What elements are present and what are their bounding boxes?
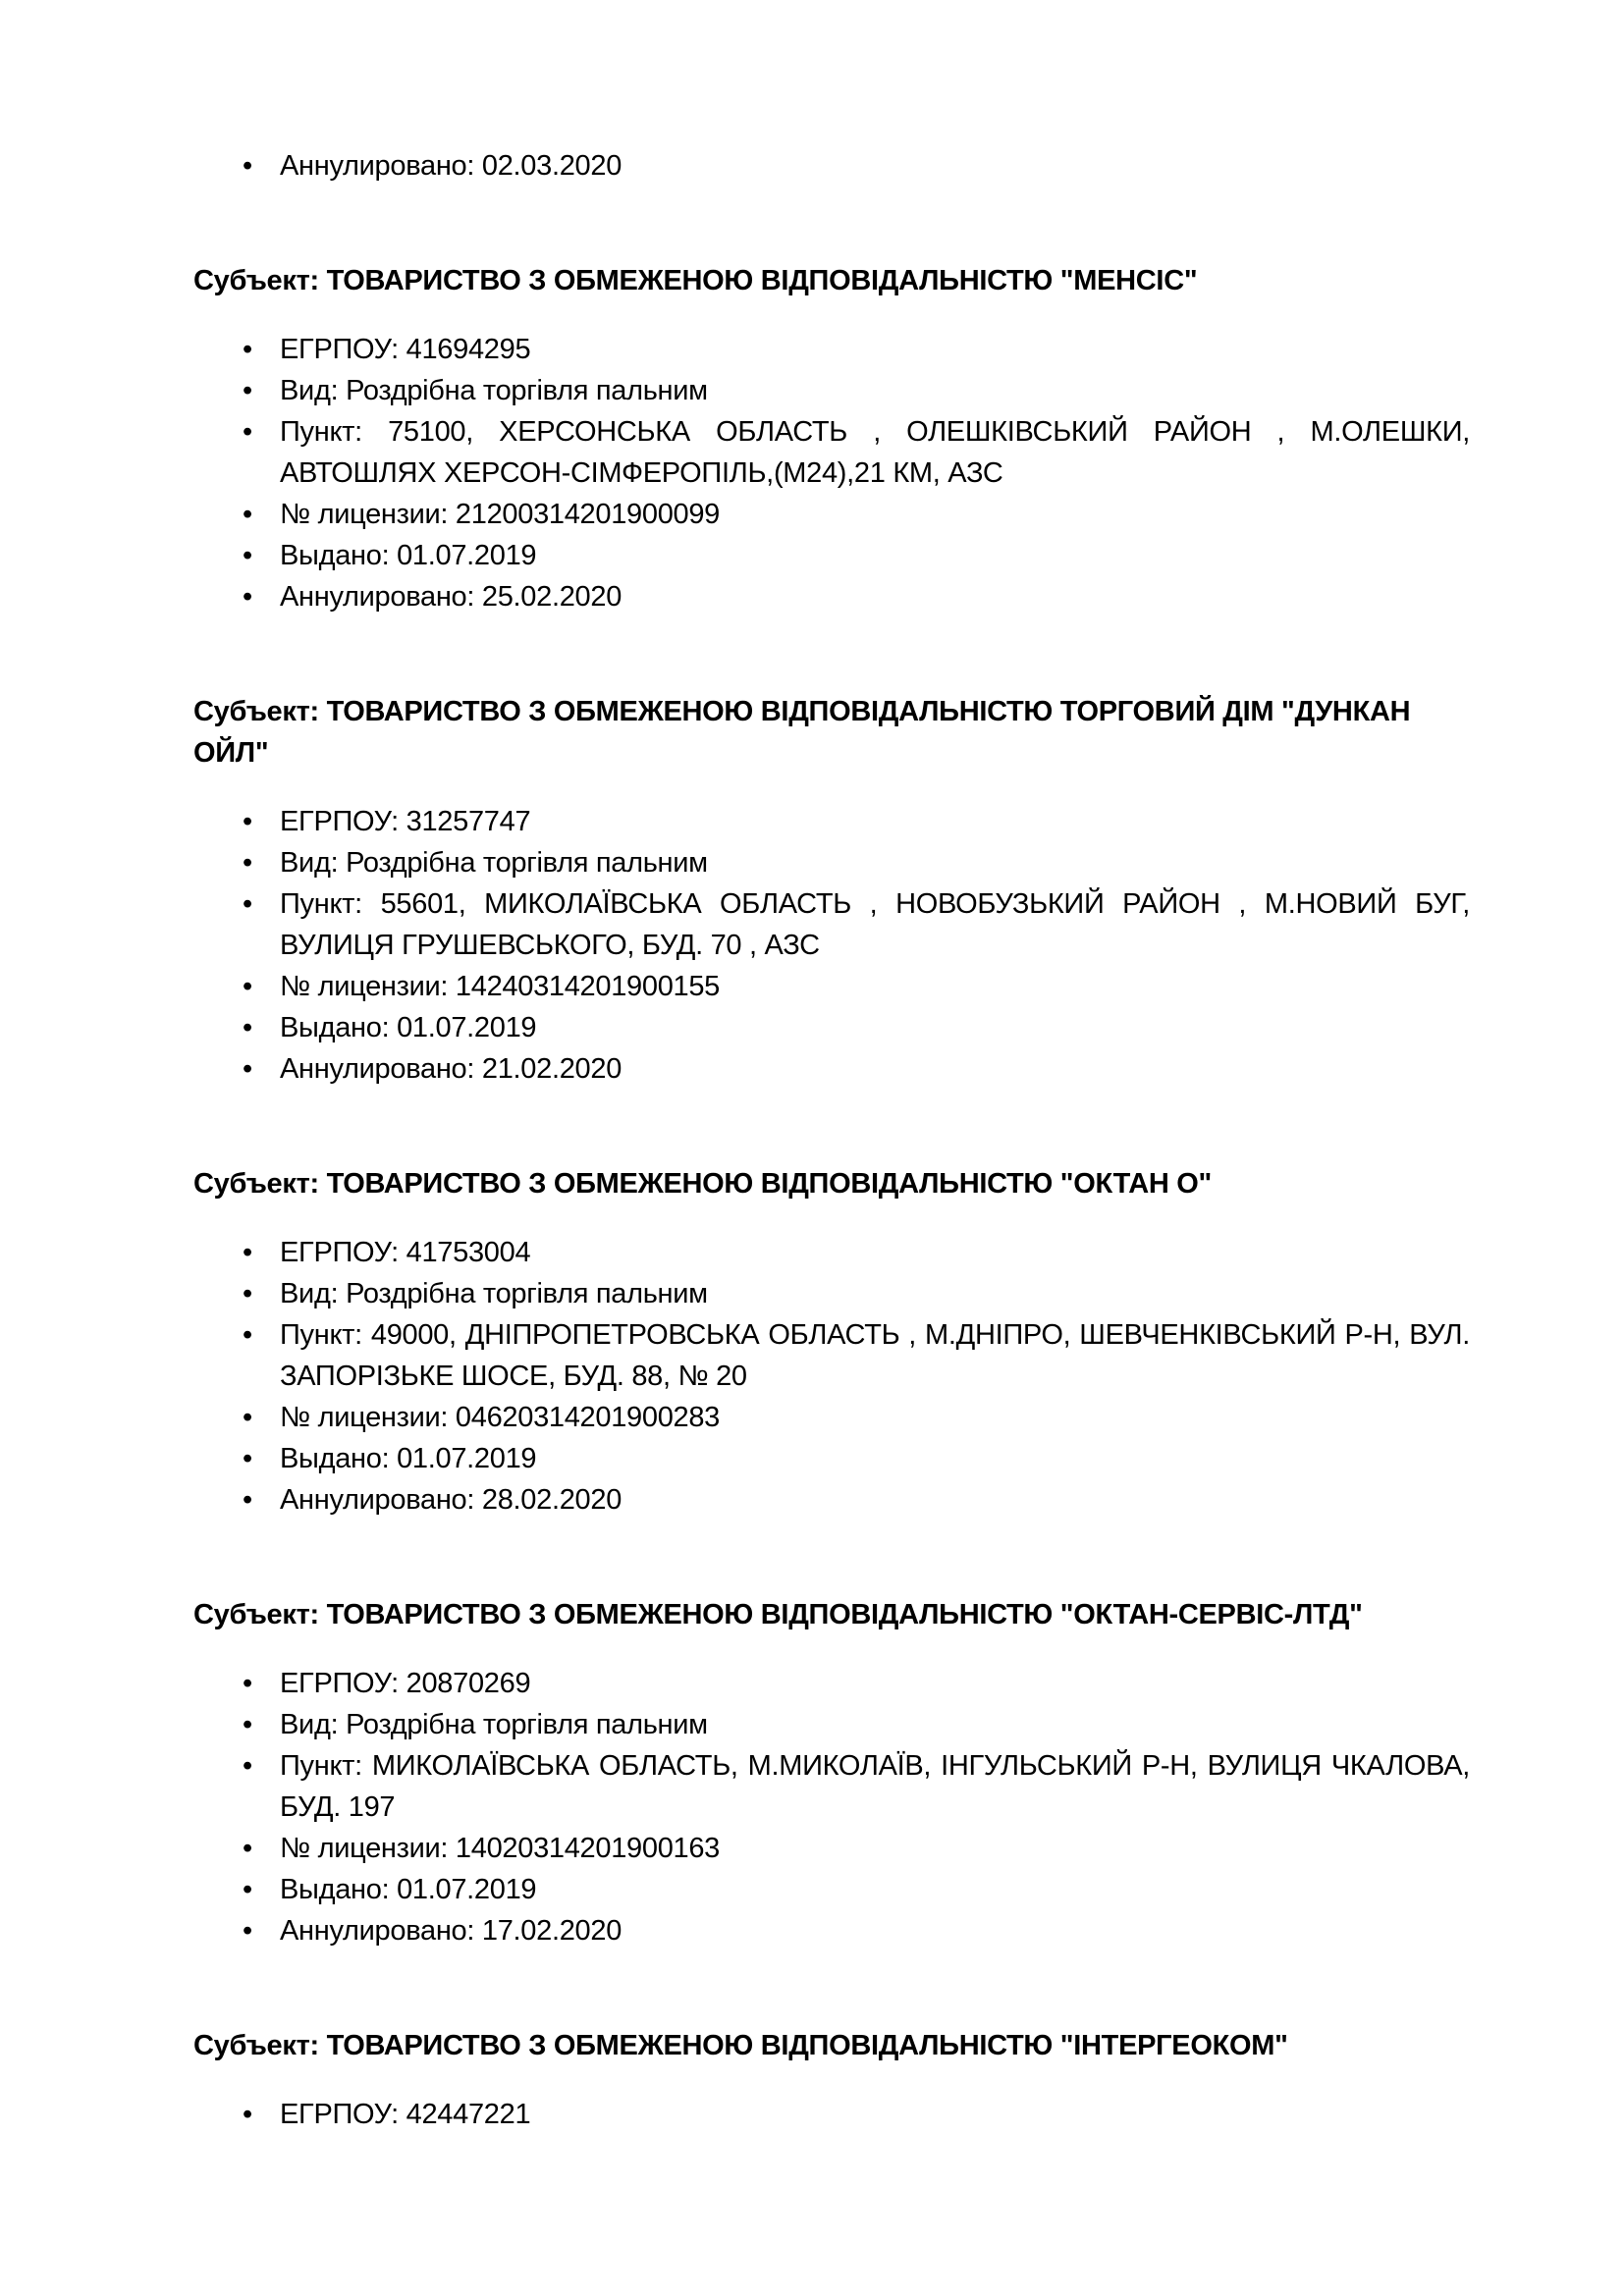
annulled-item: • Аннулировано: 02.03.2020 — [193, 145, 1470, 187]
egrpou-item: • ЕГРПОУ: 31257747 — [193, 801, 1470, 842]
issued-date-item: • Выдано: 01.07.2019 — [193, 1869, 1470, 1910]
activity-type-item: • Вид: Роздрібна торгівля пальним — [193, 1273, 1470, 1314]
issued-date-item: • Выдано: 01.07.2019 — [193, 1007, 1470, 1048]
issued-date-item: • Выдано: 01.07.2019 — [193, 535, 1470, 576]
license-number-item: • № лицензии: 14020314201900163 — [193, 1828, 1470, 1869]
egrpou-item: • ЕГРПОУ: 41694295 — [193, 329, 1470, 370]
subject-details-list — [193, 2094, 1470, 2135]
subject-section — [193, 2025, 1470, 2135]
subject-section — [193, 1594, 1470, 1951]
location-item: • Пункт: 55601, МИКОЛАЇВСЬКА ОБЛАСТЬ , НОВОБУЗЬКИЙ РАЙОН , М.НОВИЙ БУГ, ВУЛИЦЯ ГРУШЕВСЬКОГО, БУД. 70 , АЗС — [193, 883, 1470, 966]
location-item: • Пункт: МИКОЛАЇВСЬКА ОБЛАСТЬ, М.МИКОЛАЇВ, ІНГУЛЬСЬКИЙ Р-Н, ВУЛИЦЯ ЧКАЛОВА, БУД. 197 — [193, 1745, 1470, 1828]
subject-heading: Субъект: ТОВАРИСТВО З ОБМЕЖЕНОЮ ВІДПОВІДАЛЬНІСТЮ "ОКТАН-СЕРВІС-ЛТД" — [193, 1599, 1363, 1630]
subject-section — [193, 260, 1470, 617]
subject-section — [193, 691, 1470, 1090]
issued-date-item: • Выдано: 01.07.2019 — [193, 1438, 1470, 1479]
activity-type-item: • Вид: Роздрібна торгівля пальним — [193, 1704, 1470, 1745]
subject-details-list — [193, 329, 1470, 617]
subject-heading: Субъект: ТОВАРИСТВО З ОБМЕЖЕНОЮ ВІДПОВІДАЛЬНІСТЮ "ІНТЕРГЕОКОМ" — [193, 2030, 1288, 2061]
annulled-item: • Аннулировано: 28.02.2020 — [193, 1479, 1470, 1521]
annulled-item: • Аннулировано: 21.02.2020 — [193, 1048, 1470, 1090]
subject-heading: Субъект: ТОВАРИСТВО З ОБМЕЖЕНОЮ ВІДПОВІДАЛЬНІСТЮ "ОКТАН О" — [193, 1168, 1212, 1200]
license-number-item: • № лицензии: 04620314201900283 — [193, 1397, 1470, 1438]
egrpou-item: • ЕГРПОУ: 42447221 — [193, 2094, 1470, 2135]
license-number-item: • № лицензии: 21200314201900099 — [193, 494, 1470, 535]
subject-section — [193, 1163, 1470, 1521]
location-item: • Пункт: 75100, ХЕРСОНСЬКА ОБЛАСТЬ , ОЛЕШКІВСЬКИЙ РАЙОН , М.ОЛЕШКИ, АВТОШЛЯХ ХЕРСОН-СІМФЕРОПІЛЬ,(М24),21 КМ, АЗС — [193, 411, 1470, 494]
egrpou-item: • ЕГРПОУ: 20870269 — [193, 1663, 1470, 1704]
subject-details-list — [193, 1663, 1470, 1951]
intro-bullet-list — [193, 145, 1470, 187]
subject-details-list — [193, 801, 1470, 1090]
annulled-item: • Аннулировано: 25.02.2020 — [193, 576, 1470, 617]
subject-heading: Субъект: ТОВАРИСТВО З ОБМЕЖЕНОЮ ВІДПОВІДАЛЬНІСТЮ "МЕНСІС" — [193, 265, 1198, 296]
egrpou-item: • ЕГРПОУ: 41753004 — [193, 1232, 1470, 1273]
activity-type-item: • Вид: Роздрібна торгівля пальним — [193, 842, 1470, 883]
activity-type-item: • Вид: Роздрібна торгівля пальним — [193, 370, 1470, 411]
subject-details-list — [193, 1232, 1470, 1521]
subject-heading: Субъект: ТОВАРИСТВО З ОБМЕЖЕНОЮ ВІДПОВІДАЛЬНІСТЮ ТОРГОВИЙ ДІМ "ДУНКАН ОЙЛ" — [193, 696, 1411, 769]
license-number-item: • № лицензии: 14240314201900155 — [193, 966, 1470, 1007]
annulled-item: • Аннулировано: 17.02.2020 — [193, 1910, 1470, 1951]
location-item: • Пункт: 49000, ДНІПРОПЕТРОВСЬКА ОБЛАСТЬ , М.ДНІПРО, ШЕВЧЕНКІВСЬКИЙ Р-Н, ВУЛ. ЗАПОРІЗЬКЕ ШОСЕ, БУД. 88, № 20 — [193, 1314, 1470, 1397]
